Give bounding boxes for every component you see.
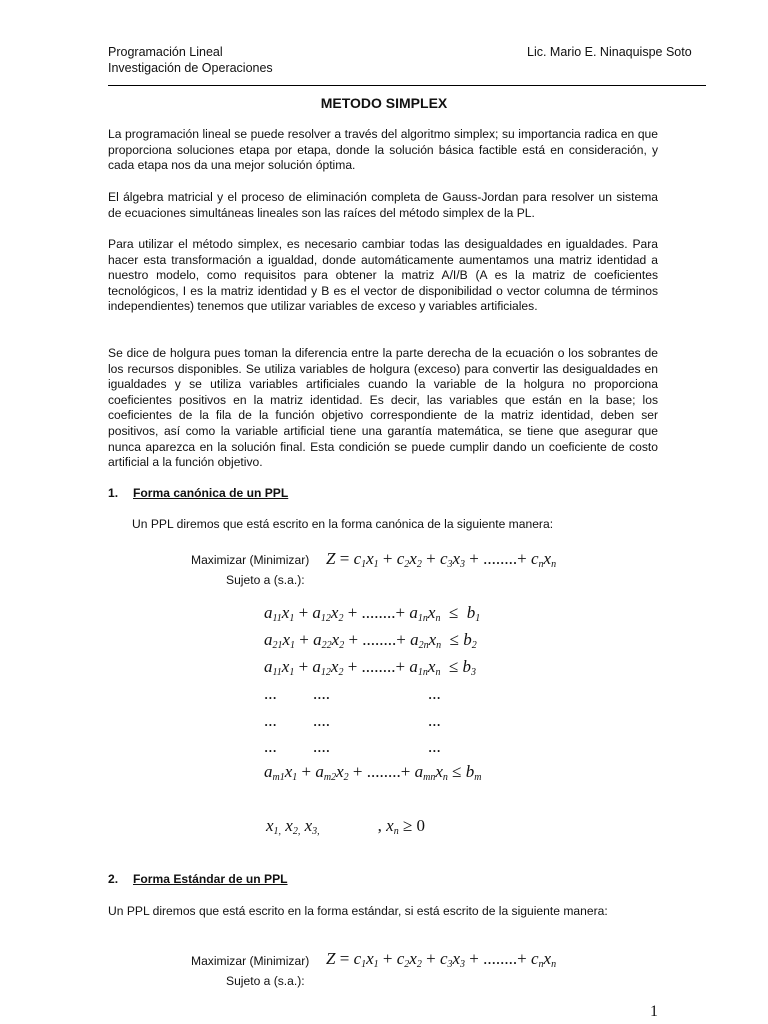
section-2-number: 2. [108, 872, 119, 886]
header-subject: Investigación de Operaciones [108, 61, 273, 75]
dots-row-2: ... .... ... [264, 711, 441, 730]
paragraph-4: Se dice de holgura pues toman la diferencia entre la parte derecha de la ecuación o los sobrantes de los recursos disponibles. Se utiliza variables de holgura (exceso) para convertir las desigualdades en igualdades y se utiliza variables artificiales cuando la variable de la holgura no proporciona coeficientes positivos en la matriz identidad. Es decir, las variables que están en la base; los coeficientes de la fila de la función objetivo correspondiente de la matriz identidad, deben ser positivos, así como la variable artificial tiene una garantía matemática, se tiene que asegurar que nunca aparezca en la solución final. Esta condición se puede cumplir dando un coeficiente de costo artificial a la función objetivo. [108, 346, 658, 470]
section-2-objective-label: Maximizar (Minimizar) [191, 954, 310, 968]
section-2-subject-label: Sujeto a (s.a.): [226, 974, 305, 988]
page-number: 1 [650, 1003, 658, 1020]
header-left [108, 44, 273, 76]
paragraph-3: Para utilizar el método simplex, es necesario cambiar todas las desigualdades en igualdades. Para hacer esta transformación a igualdad, donde automáticamente aumentamos una matriz identidad a nuestro modelo, como requisitos para obtener la matriz A/I/B (A es la matriz de coeficientes tecnológicos, I es la matriz identidad y B es el vector de disponibilidad o vector columna de términos independientes) tenemos que utilizar variables de exceso y variables artificiales. [108, 237, 658, 314]
non-negativity: $x_{1,}$ $x_{2,}$ $x_{3,}$ , $x_n \ge 0$ [266, 816, 426, 837]
constraint-3: $a_{11}x_1 + a_{12}x_2$ + ........+ $a_{1n}x_n \le b_3$ [264, 657, 477, 678]
header-rule [108, 85, 706, 86]
section-1-subject-label: Sujeto a (s.a.): [226, 573, 305, 587]
dots-row-3: ... .... ... [264, 737, 441, 756]
header-author: Lic. Mario E. Ninaquispe Soto [527, 45, 692, 59]
section-2-heading [108, 872, 288, 886]
constraint-2: $a_{21}x_1 + a_{22}x_2$ + ........+ $a_{2n}x_n \le b_2$ [264, 630, 477, 651]
section-1-title: Forma canónica de un PPL [133, 486, 289, 500]
section-1-intro: Un PPL diremos que está escrito en la forma canónica de la siguiente manera: [132, 517, 554, 531]
constraint-m: $a_{m1}x_1 + a_{m2}x_2$ + ........+ $a_{mn}x_n \le b_m$ [264, 762, 482, 783]
section-1-number: 1. [108, 486, 119, 500]
section-1-heading [108, 486, 288, 500]
paragraph-2: El álgebra matricial y el proceso de eliminación completa de Gauss-Jordan para resolver un sistema de ecuaciones simultáneas lineales son las raíces del método simplex de la PL. [108, 190, 658, 220]
section-2-objective-formula: $Z = c_1x_1 + c_2x_2 + c_3x_3$ + ........+ $c_nx_n$ [326, 949, 557, 970]
page-title: METODO SIMPLEX [320, 95, 448, 111]
section-1-objective-label: Maximizar (Minimizar) [191, 553, 310, 567]
header-course: Programación Lineal [108, 45, 223, 59]
constraint-1: $a_{11}x_1 + a_{12}x_2$ + ........+ $a_{1n}x_n \le b_1$ [264, 603, 481, 624]
section-2-title: Forma Estándar de un PPL [133, 872, 288, 886]
dots-row-1: ... .... ... [264, 684, 441, 703]
section-1-objective-formula: $Z = c_1x_1 + c_2x_2 + c_3x_3$ + ........+ $c_nx_n$ [326, 549, 557, 570]
section-2-intro: Un PPL diremos que está escrito en la forma estándar, si está escrito de la siguiente manera: [108, 904, 608, 918]
paragraph-1: La programación lineal se puede resolver a través del algoritmo simplex; su importancia radica en que proporciona soluciones etapa por etapa, donde la solución básica factible está en consideración, y cada etapa nos da una mejor solución óptima. [108, 127, 658, 173]
